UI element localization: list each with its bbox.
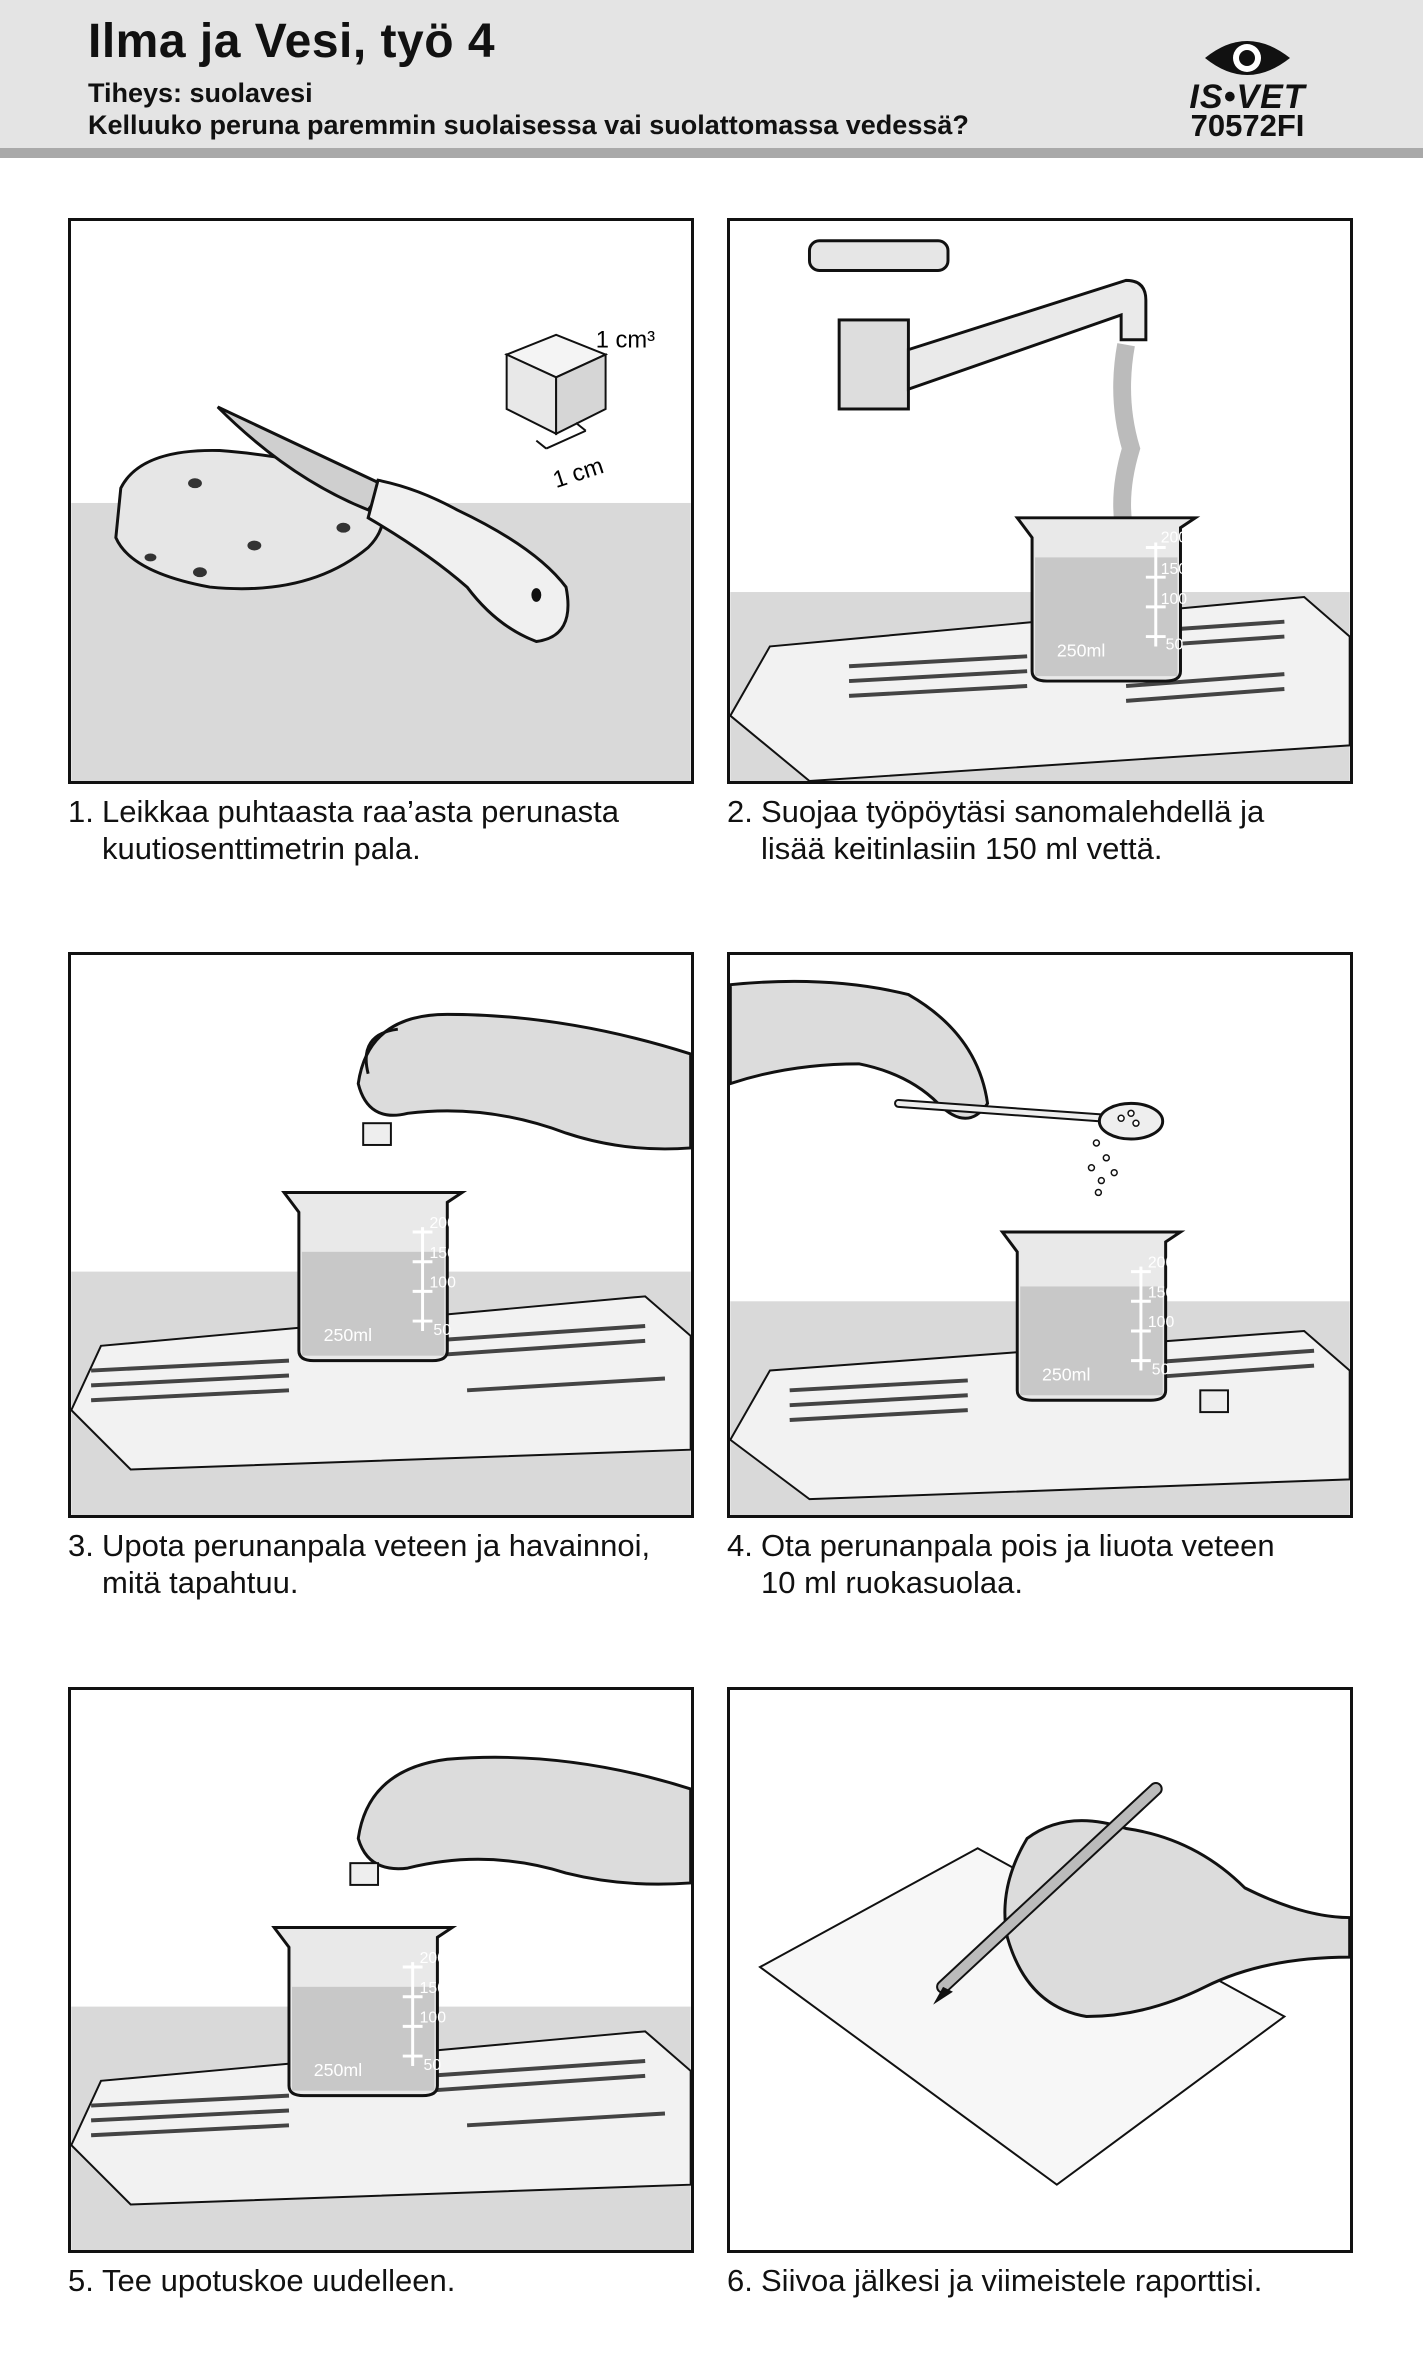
panel-step-3 (68, 952, 694, 1518)
drop-potato-illustration (71, 955, 691, 1515)
beaker-mark-200: 200 (1147, 1254, 1175, 1272)
beaker-mark-250: 250ml (313, 2059, 363, 2080)
step-5-line-1: Tee upotuskoe uudelleen. (102, 2263, 456, 2298)
repeat-sink-illustration (71, 1690, 691, 2250)
step-1-number: 1. (68, 794, 94, 829)
panel-step-5 (68, 1687, 694, 2253)
beaker-shape (1002, 1232, 1180, 1400)
step-4-line-1: Ota perunanpala pois ja liuota veteen (761, 1528, 1275, 1563)
panel-step-1 (68, 218, 694, 784)
beaker-mark-100: 100 (1160, 590, 1188, 608)
beaker-mark-50: 50 (433, 1321, 452, 1339)
step-2-number: 2. (727, 794, 753, 829)
step-6-caption (727, 2262, 1367, 2299)
length-label: 1 cm (549, 453, 607, 494)
step-4-caption (727, 1527, 1367, 1601)
potato-cube-shape (350, 1863, 378, 1885)
beaker-shape (1017, 518, 1195, 681)
faucet-handle (809, 241, 948, 271)
step-4-line-2: 10 ml ruokasuolaa. (761, 1565, 1023, 1600)
beaker-shape (284, 1192, 462, 1360)
product-code: 70572FI (1190, 108, 1305, 143)
beaker-mark-50: 50 (1165, 636, 1184, 654)
logo-wordmark: IS•VET (1189, 78, 1306, 116)
faucet-base (839, 320, 908, 409)
beaker-mark-200: 200 (1160, 529, 1188, 547)
beaker-mark-150: 150 (1160, 561, 1188, 579)
panel-step-4 (727, 952, 1353, 1518)
salt-spoon-illustration (730, 955, 1350, 1515)
potato-cube-shape (1200, 1390, 1228, 1412)
header-bar (0, 0, 1423, 158)
beaker-mark-250: 250ml (323, 1324, 373, 1345)
writing-report-illustration (730, 1690, 1350, 2250)
hand-shape (358, 1757, 690, 1884)
hand-shape (358, 1014, 690, 1149)
beaker-mark-200: 200 (419, 1950, 447, 1968)
step-6-number: 6. (727, 2263, 753, 2298)
beaker-mark-150: 150 (419, 1979, 447, 1997)
step-3-number: 3. (68, 1528, 94, 1563)
step-1-line-1: Leikkaa puhtaasta raa’asta perunasta (102, 794, 620, 829)
panel-step-2 (727, 218, 1353, 784)
hand-shape (730, 981, 987, 1118)
potato-cube-shape (363, 1123, 391, 1145)
step-1-line-2: kuutiosenttimetrin pala. (102, 831, 421, 866)
step-4-number: 4. (727, 1528, 753, 1563)
faucet-spout (908, 280, 1145, 389)
step-2-line-2: lisää keitinlasiin 150 ml vettä. (761, 831, 1163, 866)
step-2-line-1: Suojaa työpöytäsi sanomalehdellä ja (761, 794, 1265, 829)
spoon-shape (1099, 1103, 1162, 1139)
step-3-line-1: Upota perunanpala veteen ja havainnoi, (102, 1528, 651, 1563)
cube-shape (507, 335, 606, 434)
page-subtitle: Tiheys: suolavesi (88, 78, 313, 108)
beaker-mark-250: 250ml (1041, 1364, 1091, 1385)
step-5-caption (68, 2262, 708, 2299)
step-3-line-2: mitä tapahtuu. (102, 1565, 299, 1600)
beaker-mark-200: 200 (429, 1215, 456, 1233)
tap-beaker-illustration (730, 221, 1350, 781)
hand-shape (1005, 1821, 1350, 2017)
page-question: Kelluuko peruna paremmin suolaisessa vai suolattomassa vedessä? (88, 110, 969, 140)
beaker-mark-250: 250ml (1056, 640, 1106, 661)
water-stream (1122, 345, 1131, 538)
volume-label: 1 cm³ (595, 327, 656, 354)
beaker-mark-150: 150 (1147, 1284, 1175, 1302)
beaker-mark-150: 150 (429, 1244, 456, 1262)
step-5-number: 5. (68, 2263, 94, 2298)
step-2-caption (727, 793, 1367, 867)
beaker-mark-100: 100 (419, 2009, 447, 2027)
panel-step-6 (727, 1687, 1353, 2253)
potato-knife-illustration (71, 221, 691, 781)
beaker-mark-50: 50 (423, 2056, 442, 2074)
beaker-mark-50: 50 (1151, 1361, 1170, 1379)
beaker-shape (274, 1927, 452, 2095)
step-1-caption (68, 793, 708, 867)
beaker-mark-100: 100 (1147, 1314, 1175, 1332)
step-6-line-1: Siivoa jälkesi ja viimeistele raporttisi. (761, 2263, 1263, 2298)
step-3-caption (68, 1527, 708, 1601)
beaker-mark-100: 100 (429, 1274, 456, 1292)
page-title: Ilma ja Vesi, työ 4 (88, 15, 496, 68)
